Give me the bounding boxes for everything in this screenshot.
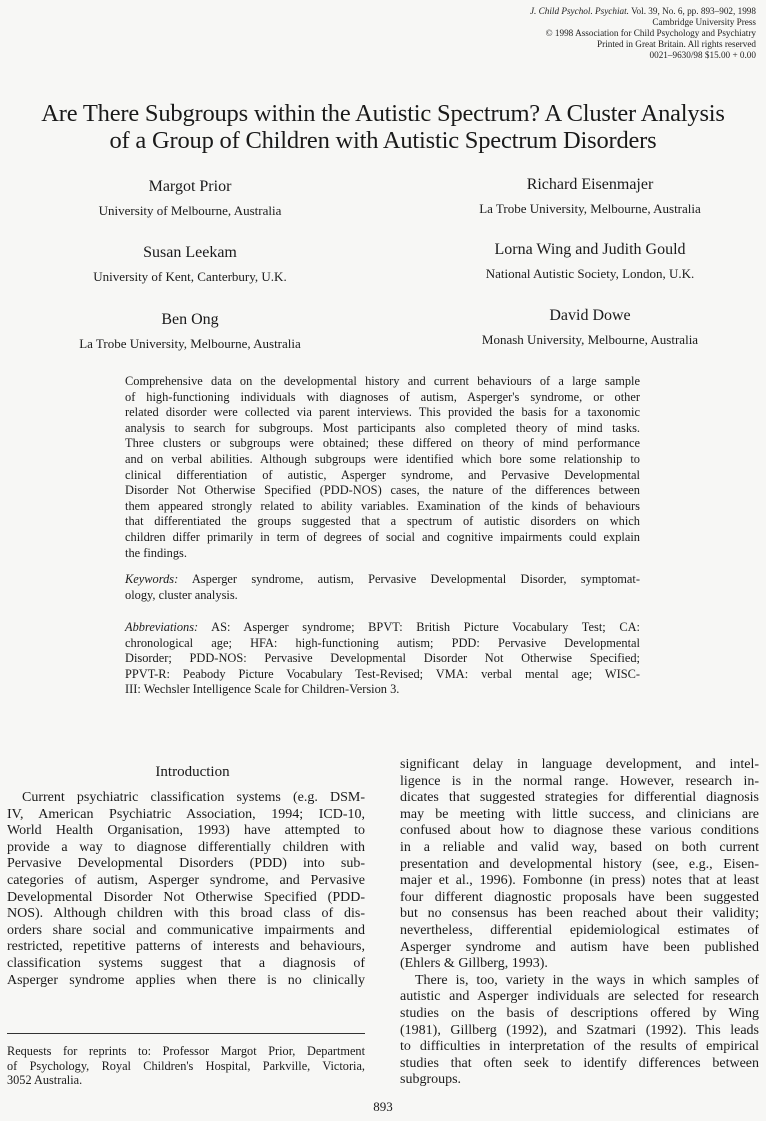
author-block — [425, 307, 755, 347]
keywords: Keywords: Asperger syndrome, autism, Pervasive Developmental Disorder, symptomat- ology, cluster analysis. — [125, 572, 640, 602]
keywords-label: Keywords: — [125, 572, 179, 586]
author-block — [425, 241, 755, 281]
author-name: Ben Ong — [161, 311, 219, 328]
author-name: Susan Leekam — [143, 244, 237, 261]
author-affiliation: University of Melbourne, Australia — [98, 203, 282, 218]
author-name: David Dowe — [549, 307, 631, 324]
author-block — [40, 311, 340, 351]
journal-header — [530, 6, 756, 61]
printed-notice: Printed in Great Britain. All rights reserved — [597, 39, 756, 49]
issn-code: 0021–9630/98 $15.00 + 0.00 — [649, 50, 756, 60]
author-block — [40, 244, 340, 284]
author-name: Margot Prior — [148, 178, 232, 195]
reprint-footnote: Requests for reprints to: Professor Margot Prior, Department of Psychology, Royal Children's Hospital, Parkville, Victoria, 3052 Australia. — [7, 1044, 365, 1087]
author-name: Lorna Wing and Judith Gould — [494, 241, 686, 258]
journal-citation: J. Child Psychol. Psychiat. Vol. 39, No. 6, pp. 893–902, 1998 — [529, 6, 756, 16]
author-affiliation: University of Kent, Canterbury, U.K. — [93, 269, 287, 284]
abbreviations: Abbreviations: AS: Asperger syndrome; BPVT: British Picture Vocabulary Test; CA: chronological age; HFA: high-functioning autism; PDD: Pervasive Developmental Disorder; PDD-NOS: Pervasive Developmental Disorder Not Otherwise Specified; PPVT-R: Peabody Picture Vocabulary Test-Revised; VMA: verbal mental age; WISC- III: Wechsler Intelligence Scale for Children-Version 3. — [125, 620, 640, 697]
author-block — [425, 176, 755, 216]
paper-title: Are There Subgroups within the Autistic Spectrum? A Cluster Analysis of a Group of Children with Autistic Spectrum Disorders — [41, 100, 725, 154]
author-affiliation: National Autistic Society, London, U.K. — [485, 266, 695, 281]
abbreviations-label: Abbreviations: — [125, 620, 199, 634]
publisher: Cambridge University Press — [652, 17, 756, 27]
page-number: 893 — [373, 1099, 393, 1114]
copyright: © 1998 Association for Child Psychology and Psychiatry — [545, 28, 756, 38]
author-affiliation: La Trobe University, Melbourne, Australia — [79, 336, 301, 351]
author-name: Richard Eisenmajer — [526, 176, 654, 193]
intro-left-column: Current psychiatric classification systems (e.g. DSM- IV, American Psychiatric Association, 1994; ICD-10, World Health Organisation, 1993) have attempted to provide a way to diagnose differentially children with Pervasive Developmental Disorders (PDD) into sub- categories of autism, Asperger syndrome, and Pervasive Developmental Disorder Not Otherwise Specified (PDD- NOS). Although children with this broad class of dis- orders share social and communicative impairments and restricted, repetitive patterns of interests and behaviours, classification systems suggest that a diagnosis of Asperger syndrome applies when there is no clinically — [7, 790, 365, 988]
author-block — [40, 178, 340, 218]
footnote-divider — [7, 1033, 365, 1034]
abstract: Comprehensive data on the developmental history and current behaviours of a large sample of high-functioning individuals with diagnoses of autism, Asperger's syndrome, or other related disorder were collected via parent interviews. This provided the basis for a taxonomic analysis to search for subgroups. Most participants also completed theory of mind tasks. Three clusters or subgroups were obtained; these differed on theory of mind performance and on verbal abilities. Although subgroups were identified which bore some relationship to clinical differentiation of autistic, Asperger syndrome, and Pervasive Developmental Disorder Not Otherwise Specified (PDD-NOS) cases, the nature of the differences between them appeared strongly related to ability variables. Examination of the kinds of behaviours that differentiated the groups suggested that a spectrum of autistic disorders on which children differ primarily in term of degrees of social and cognitive impairments could explain the findings. — [125, 374, 640, 560]
author-affiliation: Monash University, Melbourne, Australia — [481, 332, 699, 347]
intro-right-column: significant delay in language development, and intel- ligence is in the normal range. However, research in- dicates that suggested strategies for differential diagnosis may be meeting with little success, and clinicians are confused about how to diagnose these various conditions in a reliable and valid way, based on both current presentation and developmental history (see, e.g., Eisen- majer et al., 1996). Fombonne (in press) notes that at least four different diagnostic proposals have been suggested but no consensus has been reached about their validity; nevertheless, differential epidemiological estimates of Asperger syndrome and autism have been published (Ehlers & Gillberg, 1993). There is, too, variety in the ways in which samples of autistic and Asperger individuals are selected for research studies on the basis of descriptions offered by Wing (1981), Gillberg (1992), and Szatmari (1992). This leads to difficulties in interpretation of the results of empirical studies that often seek to identify differences between subgroups. — [400, 757, 759, 1088]
section-heading-introduction: Introduction — [155, 764, 230, 780]
author-affiliation: La Trobe University, Melbourne, Australia — [479, 201, 701, 216]
